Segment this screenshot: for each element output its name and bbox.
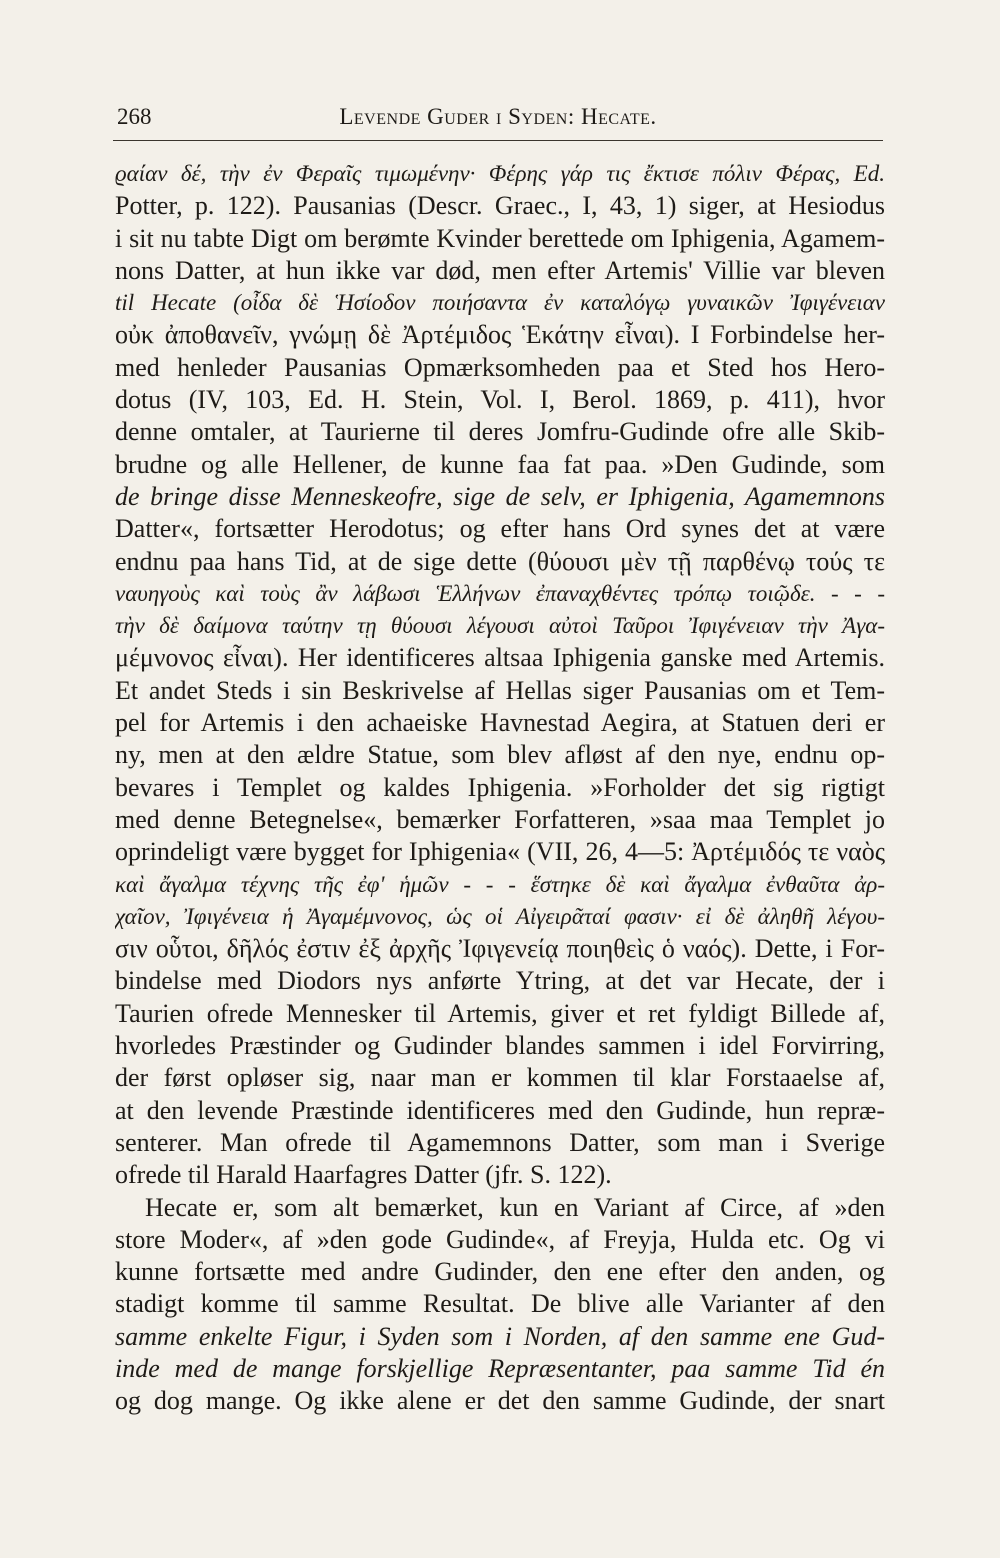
text-line: μέμνονος εἶναι). Her identificeres altsaa Iphigenia ganske med Artemis. (115, 643, 885, 673)
text-line: ναυηγοὺς καὶ τοὺς ἂν λάβωσι Ἑλλήνων ἐπαναχθέντες τρόπῳ τοιῷδε. - - - (115, 580, 885, 606)
text-line: store Moder«, af »den gode Gudinde«, af Freyja, Hulda etc. Og vi (115, 1224, 885, 1254)
text-line: endnu paa hans Tid, at de sige dette (θύουσι μὲν τῇ παρθένῳ τούς τε (115, 546, 885, 576)
text-line: oprindeligt være bygget for Iphigenia« (VII, 26, 4—5: Ἀρτέμιδός τε ναὸς (115, 837, 885, 867)
text-line: inde med de mange forskjellige Repræsentanter, paa samme Tid én (115, 1353, 885, 1383)
text-line: bindelse med Diodors nys anførte Ytring, at det var Hecate, der i (115, 966, 885, 996)
text-line: τὴν δὲ δαίμονα ταύτην τῃ θύουσι λέγουσι αὐτοὶ Ταῦροι Ἰφιγένειαν τὴν Ἀγα- (115, 613, 885, 639)
text-line: σιν οὗτοι, δῆλός ἐστιν ἐξ ἀρχῆς Ἰφιγενείᾳ ποιηθεὶς ὁ ναός). Dette, i For- (115, 934, 885, 964)
text-line: kunne fortsætte med andre Gudinder, den ene efter den anden, og (115, 1257, 885, 1287)
text-line: ofrede til Harald Haarfagres Datter (jfr. S. 122). (115, 1160, 612, 1190)
text-line: καὶ ἄγαλμα τέχνης τῆς ἐφ' ἡμῶν - - - ἕστηκε δὲ καὶ ἄγαλμα ἐνθαῦτα ἀρ- (115, 871, 885, 897)
text-line: Hecate er, som alt bemærket, kun en Variant af Circe, af »den (145, 1192, 885, 1222)
text-line: og dog mange. Og ikke alene er det den samme Gudinde, der snart (115, 1386, 885, 1416)
text-line: Potter, p. 122). Pausanias (Descr. Graec., I, 43, 1) siger, at Hesiodus (115, 191, 885, 221)
text-line: nons Datter, at hun ikke var død, men efter Artemis' Villie var bleven (115, 255, 885, 285)
page-number: 268 (117, 104, 152, 129)
text-line: at den levende Præstinde identificeres med den Gudinde, hun repræ- (115, 1095, 885, 1125)
text-line: med henleder Pausanias Opmærksomheden paa et Sted hos Hero- (115, 352, 885, 382)
running-title: Levende Guder i Syden: Hecate. (339, 104, 657, 129)
text-line: bevares i Templet og kaldes Iphigenia. »Forholder det sig rigtigt (115, 772, 885, 802)
text-line: brudne og alle Hellener, de kunne faa fat paa. »Den Gudinde, som (115, 449, 885, 479)
text-line: οὐκ ἀποθανεῖν, γνώμῃ δὲ Ἀρτέμιδος Ἑκάτην εἶναι). I Forbindelse her- (115, 320, 885, 350)
text-line: Et andet Steds i sin Beskrivelse af Hellas siger Pausanias om et Tem- (115, 675, 885, 705)
text-line: dotus (IV, 103, Ed. H. Stein, Vol. I, Berol. 1869, p. 411), hvor (115, 385, 885, 415)
text-line: hvorledes Præstinder og Gudinder blandes sammen i idel Forvirring, (115, 1031, 885, 1061)
text-line: der først opløser sig, naar man er kommen til klar Forstaaelse af, (115, 1063, 885, 1093)
text-line: samme enkelte Figur, i Syden som i Norden, af den samme ene Gud- (115, 1321, 885, 1351)
text-line: χαῖον, Ἰφιγένεια ἡ Ἀγαμέμνονος, ὡς οἱ Αἰγειρᾶταί φασιν· εἰ δὲ ἀληθῆ λέγου- (115, 903, 885, 929)
body-text (115, 158, 885, 1418)
text-line: i sit nu tabte Digt om berømte Kvinder berettede om Iphigenia, Agamem- (115, 223, 885, 253)
text-line: Datter«, fortsætter Herodotus; og efter hans Ord synes det at være (115, 514, 885, 544)
text-line: ny, men at den ældre Statue, som blev afløst af den nye, endnu op- (115, 740, 885, 770)
text-line: ϱαίαν δέ, τὴν ἐν Φεραῖς τιμωμένην· Φέρης γάρ τις ἔκτισε πόλιν Φέρας, Ed. (115, 161, 885, 186)
page-header (113, 100, 883, 141)
text-line: til Hecate (οἶδα δὲ Ἡσίοδον ποιήσαντα ἐν καταλόγῳ γυναικῶν Ἰφιγένειαν (115, 290, 885, 316)
text-line: stadigt komme til samme Resultat. De blive alle Varianter af den (115, 1289, 885, 1319)
text-line: pel for Artemis i den achaeiske Havnestad Aegira, at Statuen deri er (115, 708, 885, 738)
text-line: med denne Betegnelse«, bemærker Forfatteren, »saa maa Templet jo (115, 804, 885, 834)
text-line: Taurien ofrede Mennesker til Artemis, giver et ret fyldigt Billede af, (115, 998, 885, 1028)
text-line: denne omtaler, at Taurierne til deres Jomfru-Gudinde ofre alle Skib- (115, 417, 885, 447)
text-line: de bringe disse Menneskeofre, sige de selv, er Iphigenia, Agamemnons (115, 481, 885, 511)
text-line: senterer. Man ofrede til Agamemnons Datter, som man i Sverige (115, 1127, 885, 1157)
